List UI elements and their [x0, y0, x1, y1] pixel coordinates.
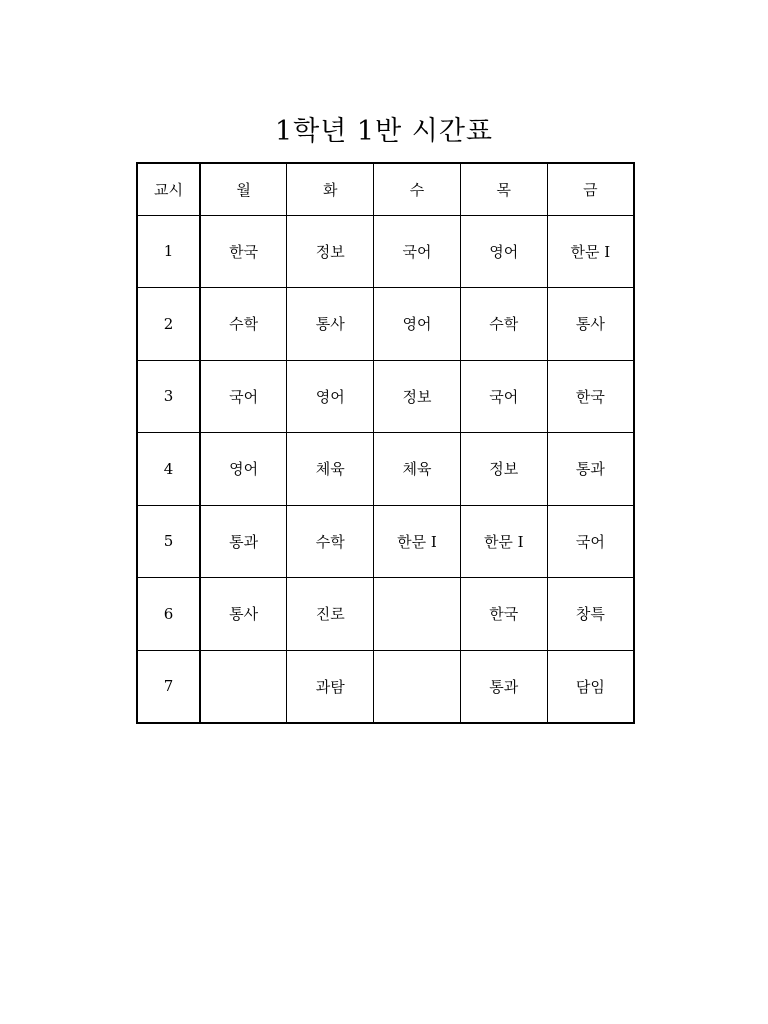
- subject-cell: 정보: [287, 215, 374, 288]
- table-row: [137, 215, 634, 288]
- table-row: [137, 578, 634, 651]
- subject-cell: 한문 I: [374, 505, 461, 578]
- subject-cell: [374, 578, 461, 651]
- subject-cell: 정보: [374, 360, 461, 433]
- subject-cell: 영어: [374, 288, 461, 361]
- subject-cell: 한문 I: [460, 505, 547, 578]
- subject-cell: 창특: [547, 578, 634, 651]
- subject-cell: 수학: [287, 505, 374, 578]
- day-header-tue: 화: [287, 163, 374, 215]
- header-row: [137, 163, 634, 215]
- period-cell: 2: [137, 288, 200, 361]
- subject-cell: 수학: [200, 288, 287, 361]
- timetable: [136, 162, 635, 724]
- table-row: [137, 505, 634, 578]
- table-row: [137, 360, 634, 433]
- period-cell: 5: [137, 505, 200, 578]
- subject-cell: 한문 I: [547, 215, 634, 288]
- subject-cell: [374, 650, 461, 723]
- subject-cell: 통과: [460, 650, 547, 723]
- subject-cell: 국어: [547, 505, 634, 578]
- subject-cell: 정보: [460, 433, 547, 506]
- subject-cell: 과탐: [287, 650, 374, 723]
- period-cell: 3: [137, 360, 200, 433]
- period-cell: 6: [137, 578, 200, 651]
- subject-cell: 통사: [200, 578, 287, 651]
- period-cell: 4: [137, 433, 200, 506]
- subject-cell: 국어: [200, 360, 287, 433]
- subject-cell: 영어: [200, 433, 287, 506]
- subject-cell: 담임: [547, 650, 634, 723]
- subject-cell: 체육: [287, 433, 374, 506]
- subject-cell: 통사: [287, 288, 374, 361]
- table-row: [137, 650, 634, 723]
- day-header-thu: 목: [460, 163, 547, 215]
- day-header-wed: 수: [374, 163, 461, 215]
- subject-cell: 통사: [547, 288, 634, 361]
- subject-cell: 국어: [460, 360, 547, 433]
- table-row: [137, 433, 634, 506]
- subject-cell: 국어: [374, 215, 461, 288]
- subject-cell: 체육: [374, 433, 461, 506]
- table-row: [137, 288, 634, 361]
- subject-cell: 수학: [460, 288, 547, 361]
- subject-cell: 통과: [547, 433, 634, 506]
- page-title: 1학년 1반 시간표: [274, 116, 493, 147]
- day-header-mon: 월: [200, 163, 287, 215]
- subject-cell: 한국: [200, 215, 287, 288]
- subject-cell: 통과: [200, 505, 287, 578]
- day-header-fri: 금: [547, 163, 634, 215]
- period-cell: 7: [137, 650, 200, 723]
- subject-cell: 영어: [287, 360, 374, 433]
- subject-cell: 진로: [287, 578, 374, 651]
- period-cell: 1: [137, 215, 200, 288]
- subject-cell: 한국: [460, 578, 547, 651]
- period-header: 교시: [137, 163, 200, 215]
- subject-cell: [200, 650, 287, 723]
- subject-cell: 한국: [547, 360, 634, 433]
- subject-cell: 영어: [460, 215, 547, 288]
